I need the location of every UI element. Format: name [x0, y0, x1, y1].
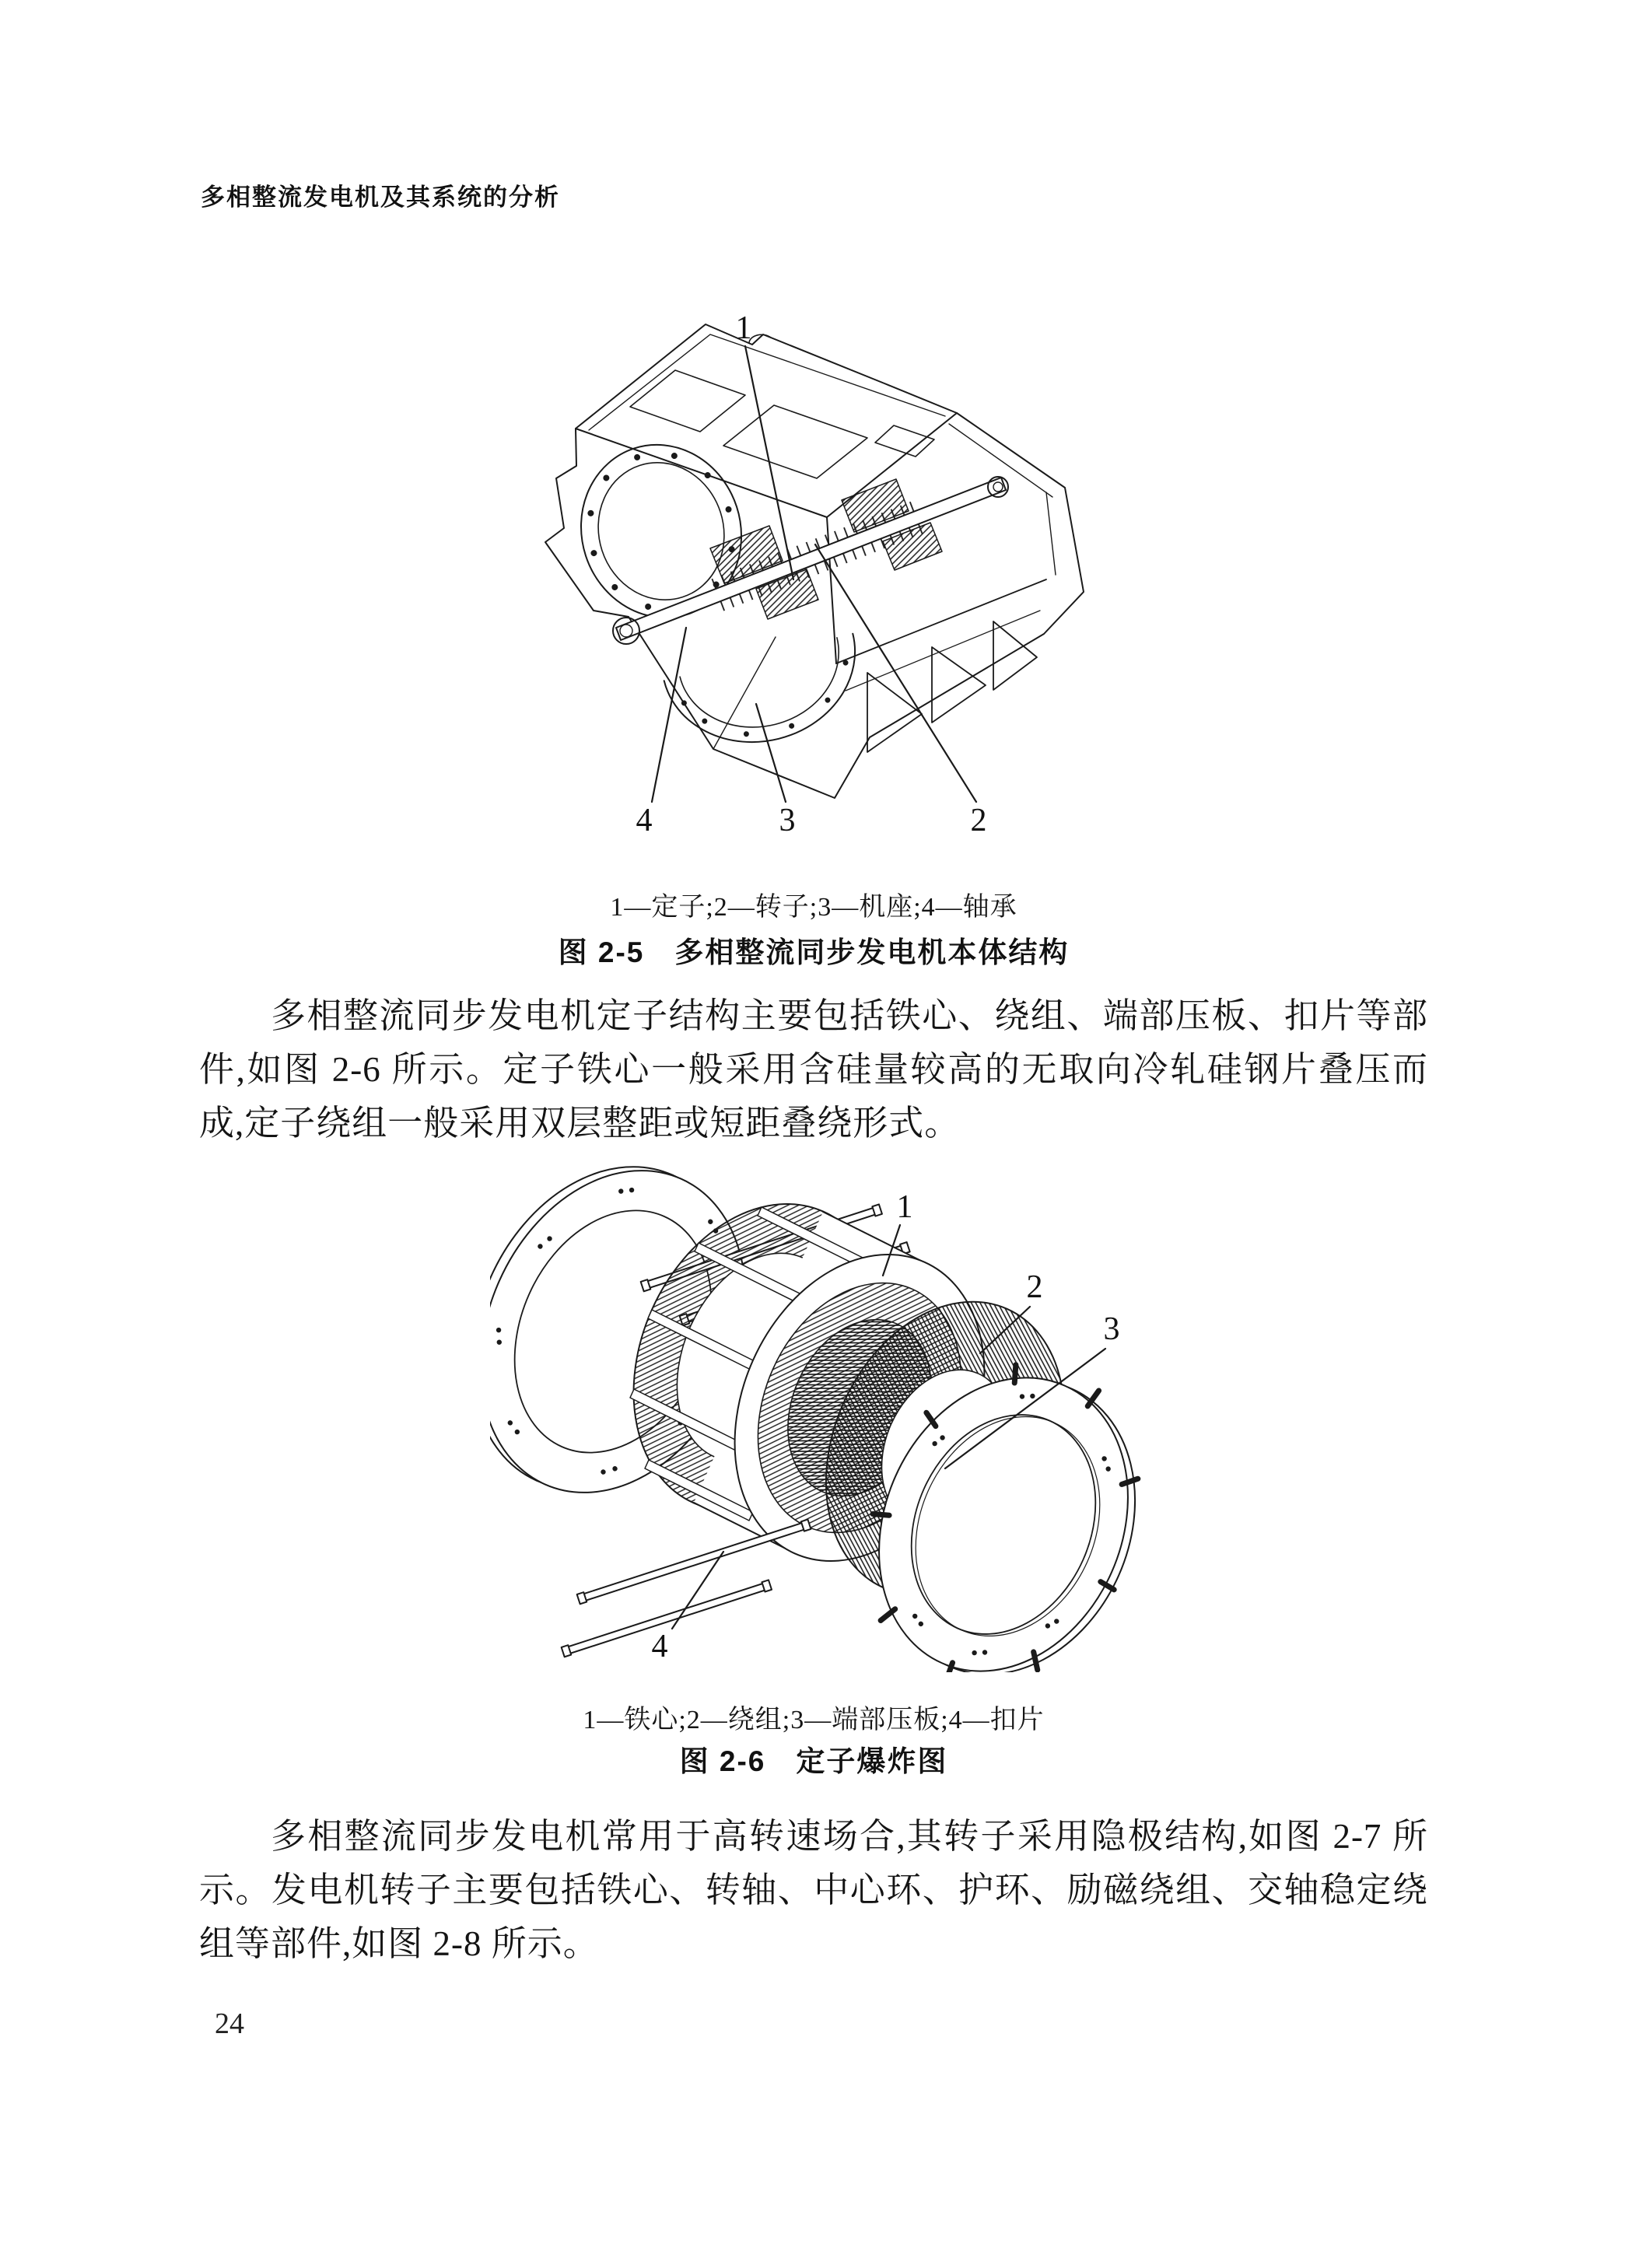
figure-2-5-legend: 1—定子;2—转子;3—机座;4—轴承 — [610, 893, 1017, 922]
part-label-4: 4 — [636, 803, 653, 835]
figure-2-5-drawing — [502, 298, 1093, 835]
page-number: 24 — [215, 2007, 244, 2040]
rotor-shaft — [616, 478, 1006, 640]
figure-2-5-caption: 图 2-5 多相整流同步发电机本体结构 — [558, 936, 1070, 968]
part-label-1: 1 — [896, 1189, 913, 1225]
body-paragraph-1: 多相整流同步发电机定子结构主要包括铁心、绕组、端部压板、扣片等部件,如图 2-6 所示。定子铁心一般采用含硅量较高的无取向冷轧硅钢片叠压而成,定子绕组一般采用双层整距或短距叠绕形式。 — [199, 996, 1428, 1143]
part-label-2: 2 — [970, 803, 987, 835]
running-header: 多相整流发电机及其系统的分析 — [201, 184, 560, 211]
figure-2-6-caption: 图 2-6 定子爆炸图 — [679, 1745, 948, 1777]
part-label-3: 3 — [779, 803, 796, 835]
part-label-3: 3 — [1103, 1311, 1120, 1347]
part-label-4: 4 — [651, 1629, 668, 1664]
clip-strip-bottom-1 — [577, 1520, 811, 1605]
part-label-1: 1 — [735, 310, 752, 346]
part-label-2: 2 — [1026, 1269, 1043, 1305]
figure-2-6-legend: 1—铁心;2—绕组;3—端部压板;4—扣片 — [583, 1706, 1045, 1734]
body-paragraph-2: 多相整流同步发电机常用于高转速场合,其转子采用隐极结构,如图 2-7 所示。发电机转子主要包括铁心、转轴、中心环、护环、励磁绕组、交轴稳定绕组等部件,如图 2-8 所示。 — [199, 1817, 1428, 1963]
figure-2-6-drawing — [490, 1159, 1143, 1672]
base-ribs — [836, 579, 1046, 752]
